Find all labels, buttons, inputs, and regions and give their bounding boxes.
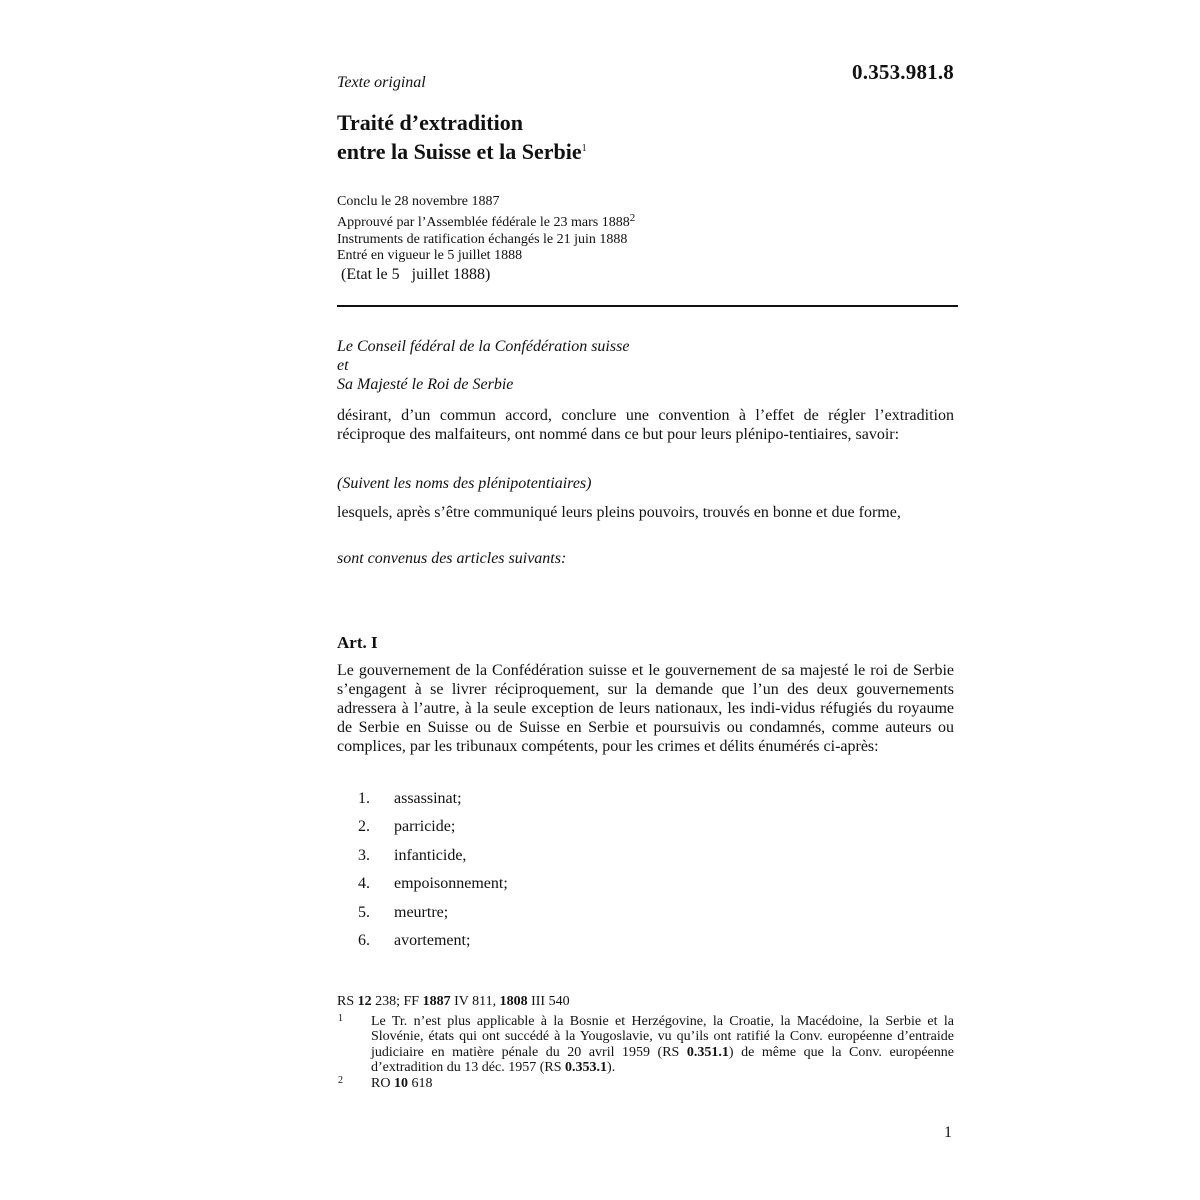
list-item-text: meurtre; <box>394 903 449 921</box>
list-item-number: 4. <box>358 875 370 893</box>
document-number: 0.353.981.8 <box>852 60 954 84</box>
in-force-date: Entré en vigueur le 5 juillet 1888 <box>337 248 523 264</box>
article-1-heading: Art. I <box>337 633 378 652</box>
preamble-paragraph-2: lesquels, après s’être communiqué leurs pleins pouvoirs, trouvés en bonne et due forme, <box>337 504 901 521</box>
title-line-2 <box>337 136 587 165</box>
list-item-number: 2. <box>358 818 370 836</box>
footnote-2-text <box>371 1076 954 1092</box>
approved-date <box>337 210 635 231</box>
title-line-1: Traité d’extradition <box>337 110 523 135</box>
list-item-number: 6. <box>358 931 370 949</box>
ratification-date: Instruments de ratification échangés le 21 juin 1888 <box>337 231 628 247</box>
list-item <box>337 789 954 817</box>
approved-footnote-ref[interactable]: 2 <box>629 212 636 225</box>
footnote-ref-number: 0.351.1 <box>686 1044 729 1060</box>
preamble-paragraph-1: désirant, d’un commun accord, conclure une convention à l’effet de régler l’extradition réciproque des malfaiteurs, ont nommé dans ce but pour leurs plénipo-tentiaires, savoir: <box>337 407 954 443</box>
party-2: Sa Majesté le Roi de Serbie <box>337 376 514 393</box>
document-title <box>337 110 587 165</box>
article-1-text: Le gouvernement de la Confédération suisse et le gouvernement de sa majesté le roi de Serbie s’engagent à se livrer réciproquement, sur la demande que l’un des deux gouvernements adressera à l’autre, à la seule exception de leurs nationaux, les indi-vidus réfugiés du royaume de Serbie en Suisse ou de Suisse en Serbie et poursuivis ou condamnés, comme auteurs ou complices, par les tribunaux compétents, pour les crimes et délits énumérés ci-après: <box>337 662 954 755</box>
party-1: Le Conseil fédéral de la Confédération suisse <box>337 338 630 355</box>
source-ref-part: RS <box>337 994 358 1009</box>
footnotes <box>337 994 954 1092</box>
list-item-number: 3. <box>358 846 370 864</box>
source-ref-part: 238; FF <box>371 994 423 1009</box>
concluded-date: Conclu le 28 novembre 1887 <box>337 194 500 209</box>
list-item <box>337 903 954 931</box>
plenipotentiaries-note: (Suivent les noms des plénipotentiaires) <box>337 475 592 492</box>
status-date: (Etat le 5 juillet 1888) <box>341 266 491 283</box>
footnote-1 <box>337 1014 954 1076</box>
approved-date-text: Approuvé par l’Assemblée fédérale le 23 mars 1888 <box>337 215 630 231</box>
crimes-list <box>337 789 954 959</box>
header-divider <box>337 305 958 307</box>
footnote-ref-number: 10 <box>393 1075 408 1091</box>
list-item-text: avortement; <box>394 931 471 949</box>
source-reference <box>337 994 954 1010</box>
footnote-text-part: 618 <box>407 1075 433 1091</box>
party-conjunction: et <box>337 357 349 374</box>
footnote-text-part: RO <box>371 1075 394 1091</box>
list-item-number: 1. <box>358 790 370 807</box>
source-ref-year: 1887 <box>422 994 451 1009</box>
footnote-2 <box>337 1076 954 1092</box>
footnote-text-part: ) de même que la Conv. européenne d’extradition du 13 déc. 1957 (RS <box>371 1044 954 1076</box>
footnote-text-part: Le Tr. n’est plus applicable à la Bosnie et Herzégovine, la Croatie, la Macédoine, la Serbie et la Slovénie, états qui ont succédé à la Yougoslavie, vu qu’ils ont ratifié la Conv. européenne d’entraide judiciaire en matière pénale du 20 avril 1959 (RS <box>371 1013 954 1060</box>
treaty-metadata <box>337 194 635 265</box>
title-footnote-ref[interactable]: 1 <box>581 143 587 154</box>
source-ref-volume: 12 <box>357 994 372 1009</box>
original-text-label: Texte original <box>337 74 426 91</box>
footnote-1-mark: 1 <box>338 1012 343 1024</box>
list-item-text: empoisonnement; <box>394 875 508 893</box>
footnote-ref-number: 0.353.1 <box>565 1060 608 1076</box>
list-item <box>337 874 954 902</box>
footnote-2-mark: 2 <box>338 1074 343 1086</box>
list-item <box>337 931 954 959</box>
list-item-text: infanticide, <box>394 846 467 864</box>
list-item <box>337 846 954 874</box>
footnote-1-text <box>371 1014 954 1076</box>
title-line-2-text: entre la Suisse et la Serbie <box>337 139 582 164</box>
source-ref-part: III 540 <box>527 994 570 1009</box>
list-item-text: parricide; <box>394 818 456 836</box>
list-item-text: assassinat; <box>394 790 462 807</box>
source-ref-part: IV 811, <box>450 994 500 1009</box>
list-item <box>337 817 954 845</box>
source-ref-year: 1808 <box>499 994 528 1009</box>
page-number: 1 <box>944 1124 952 1141</box>
preamble-parties <box>337 337 954 394</box>
preamble-closing: sont convenus des articles suivants: <box>337 550 567 567</box>
list-item-number: 5. <box>358 903 370 921</box>
footnote-text-part: ). <box>607 1060 616 1076</box>
